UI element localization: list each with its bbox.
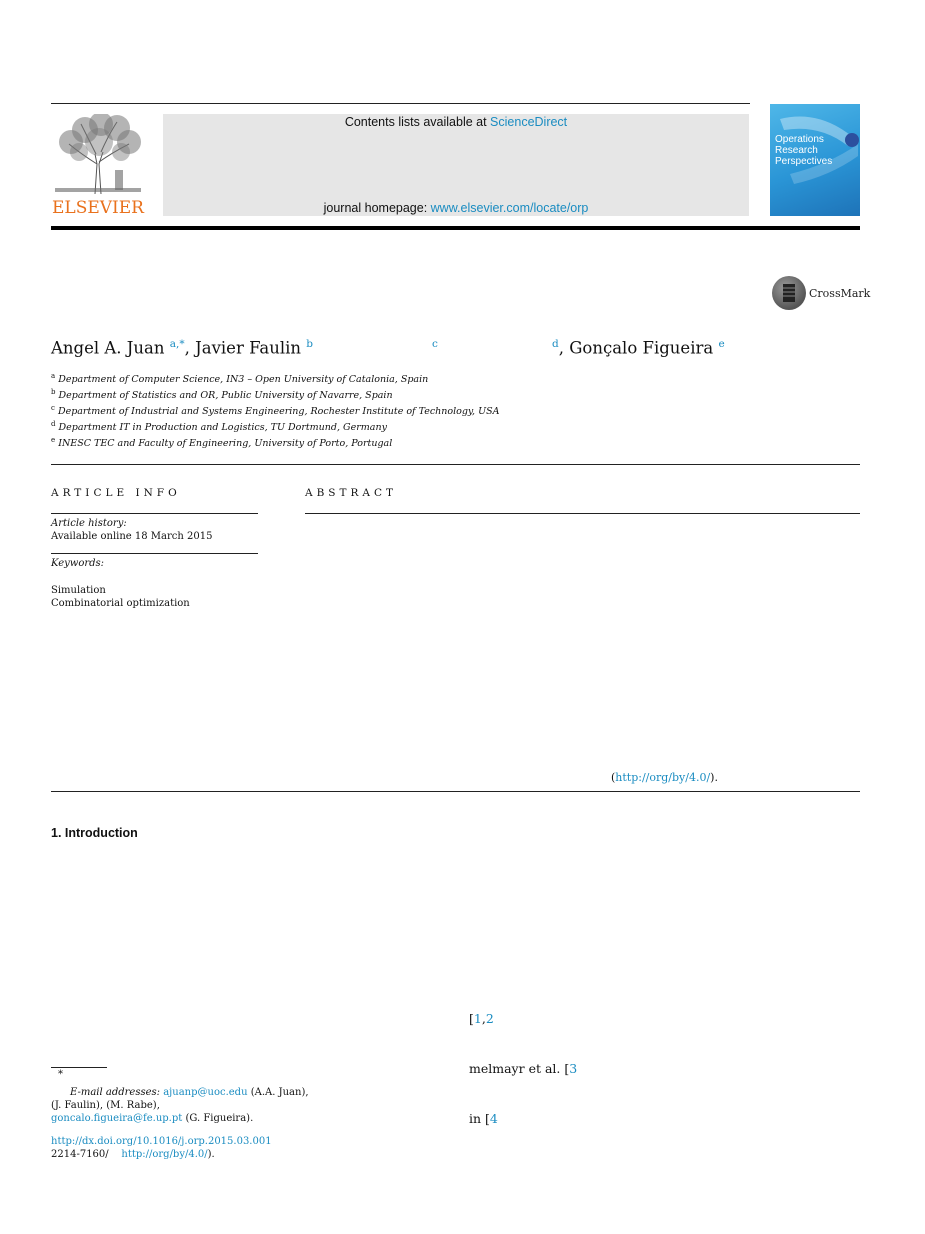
keywords-label: Keywords: bbox=[51, 558, 105, 569]
affiliation: $^c$ Department of Industrial and Systems Engineering, Rochester Institute of Technology, USA bbox=[51, 404, 500, 418]
citation-group: [1,2 bbox=[469, 1011, 494, 1026]
citation-link[interactable]: 2 bbox=[485, 1011, 494, 1026]
author-affiliation-marker[interactable]: b bbox=[306, 338, 314, 350]
header-top-rule bbox=[51, 103, 750, 104]
citation-group: melmayr et al. [3 bbox=[469, 1061, 578, 1076]
homepage-line bbox=[163, 201, 749, 215]
crossmark-icon bbox=[772, 276, 806, 310]
sciencedirect-link[interactable]: ScienceDirect bbox=[490, 115, 568, 129]
citation-link[interactable]: 1 bbox=[473, 1011, 482, 1026]
license-line: (http://org/by/4.0/). bbox=[611, 771, 718, 784]
email-line: goncalo.figueira@fe.up.pt (G. Figueira). bbox=[51, 1113, 254, 1124]
affiliation-rule bbox=[51, 464, 860, 465]
email-link[interactable]: goncalo.figueira@fe.up.pt bbox=[51, 1113, 183, 1124]
journal-cover bbox=[770, 104, 860, 216]
issn-line: 2214-7160/ http://org/by/4.0/). bbox=[51, 1149, 215, 1160]
author-name: Angel A. Juan bbox=[51, 338, 165, 358]
crossmark-badge[interactable] bbox=[772, 276, 871, 312]
abstract-heading: ABSTRACT bbox=[305, 487, 398, 499]
article-info-rule bbox=[51, 513, 258, 514]
contents-line bbox=[163, 115, 749, 129]
cover-title: Operations Research Perspectives bbox=[775, 134, 833, 167]
footnote-star: * bbox=[58, 1069, 63, 1080]
author-affiliation-marker[interactable]: d bbox=[552, 338, 559, 350]
publisher-name: ELSEVIER bbox=[52, 198, 144, 218]
section-heading-introduction: 1. Introduction bbox=[51, 826, 138, 840]
citation-link[interactable]: 4 bbox=[489, 1111, 498, 1126]
header-thick-rule bbox=[51, 226, 860, 230]
author-name: Javier Faulin bbox=[195, 338, 302, 358]
author-affiliation-marker[interactable]: c bbox=[432, 338, 438, 350]
author-line-end: $^d$, Gonçalo Figueira $^e$ bbox=[552, 338, 725, 358]
citation-link[interactable]: 3 bbox=[569, 1061, 578, 1076]
keyword: Combinatorial optimization bbox=[51, 598, 190, 609]
journal-homepage-link[interactable]: www.elsevier.com/locate/orp bbox=[430, 201, 589, 215]
keyword: Simulation bbox=[51, 585, 106, 596]
elsevier-logo bbox=[51, 114, 145, 216]
affiliation: $^b$ Department of Statistics and OR, Public University of Navarre, Spain bbox=[51, 388, 393, 402]
article-history-value: Available online 18 March 2015 bbox=[51, 531, 213, 542]
affiliation: $^a$ Department of Computer Science, IN3 – Open University of Catalonia, Spain bbox=[51, 372, 429, 386]
affiliation: $^e$ INESC TEC and Faculty of Engineering, University of Porto, Portugal bbox=[51, 436, 393, 450]
author-affiliation-marker[interactable]: a,* bbox=[169, 338, 185, 350]
author-name: Gonçalo Figueira bbox=[569, 338, 714, 358]
contents-prefix: Contents lists available at bbox=[344, 115, 491, 129]
article-history-label: Article history: bbox=[51, 518, 127, 529]
abstract-bottom-rule bbox=[51, 791, 860, 792]
footnote-rule bbox=[51, 1067, 107, 1068]
license-link[interactable]: http://org/by/4.0/ bbox=[121, 1149, 208, 1160]
email-line: E-mail addresses: ajuanp@uoc.edu (A.A. Juan), bbox=[70, 1087, 309, 1098]
abstract-rule bbox=[305, 513, 860, 514]
author-marker-c bbox=[432, 338, 438, 358]
author-affiliation-marker[interactable]: e bbox=[718, 338, 725, 350]
elsevier-tree-icon bbox=[51, 114, 145, 196]
keywords-rule bbox=[51, 553, 258, 554]
doi-line bbox=[51, 1136, 272, 1147]
crossmark-label: CrossMark bbox=[809, 287, 871, 300]
email-link[interactable]: ajuanp@uoc.edu bbox=[163, 1087, 248, 1098]
author-line: Angel A. Juan $^{a,*}$, Javier Faulin $^b$ bbox=[51, 338, 314, 358]
email-line: (J. Faulin), (M. Rabe), bbox=[51, 1100, 160, 1111]
license-link[interactable]: http://org/by/4.0/ bbox=[615, 771, 711, 784]
citation-group: in [4 bbox=[469, 1111, 498, 1126]
journal-banner bbox=[163, 114, 749, 216]
doi-link[interactable]: http://dx.doi.org/10.1016/j.orp.2015.03.001 bbox=[51, 1136, 272, 1147]
homepage-prefix: journal homepage: bbox=[323, 201, 431, 215]
affiliation: $^d$ Department IT in Production and Logistics, TU Dortmund, Germany bbox=[51, 420, 387, 434]
article-info-heading: ARTICLE INFO bbox=[51, 487, 181, 499]
